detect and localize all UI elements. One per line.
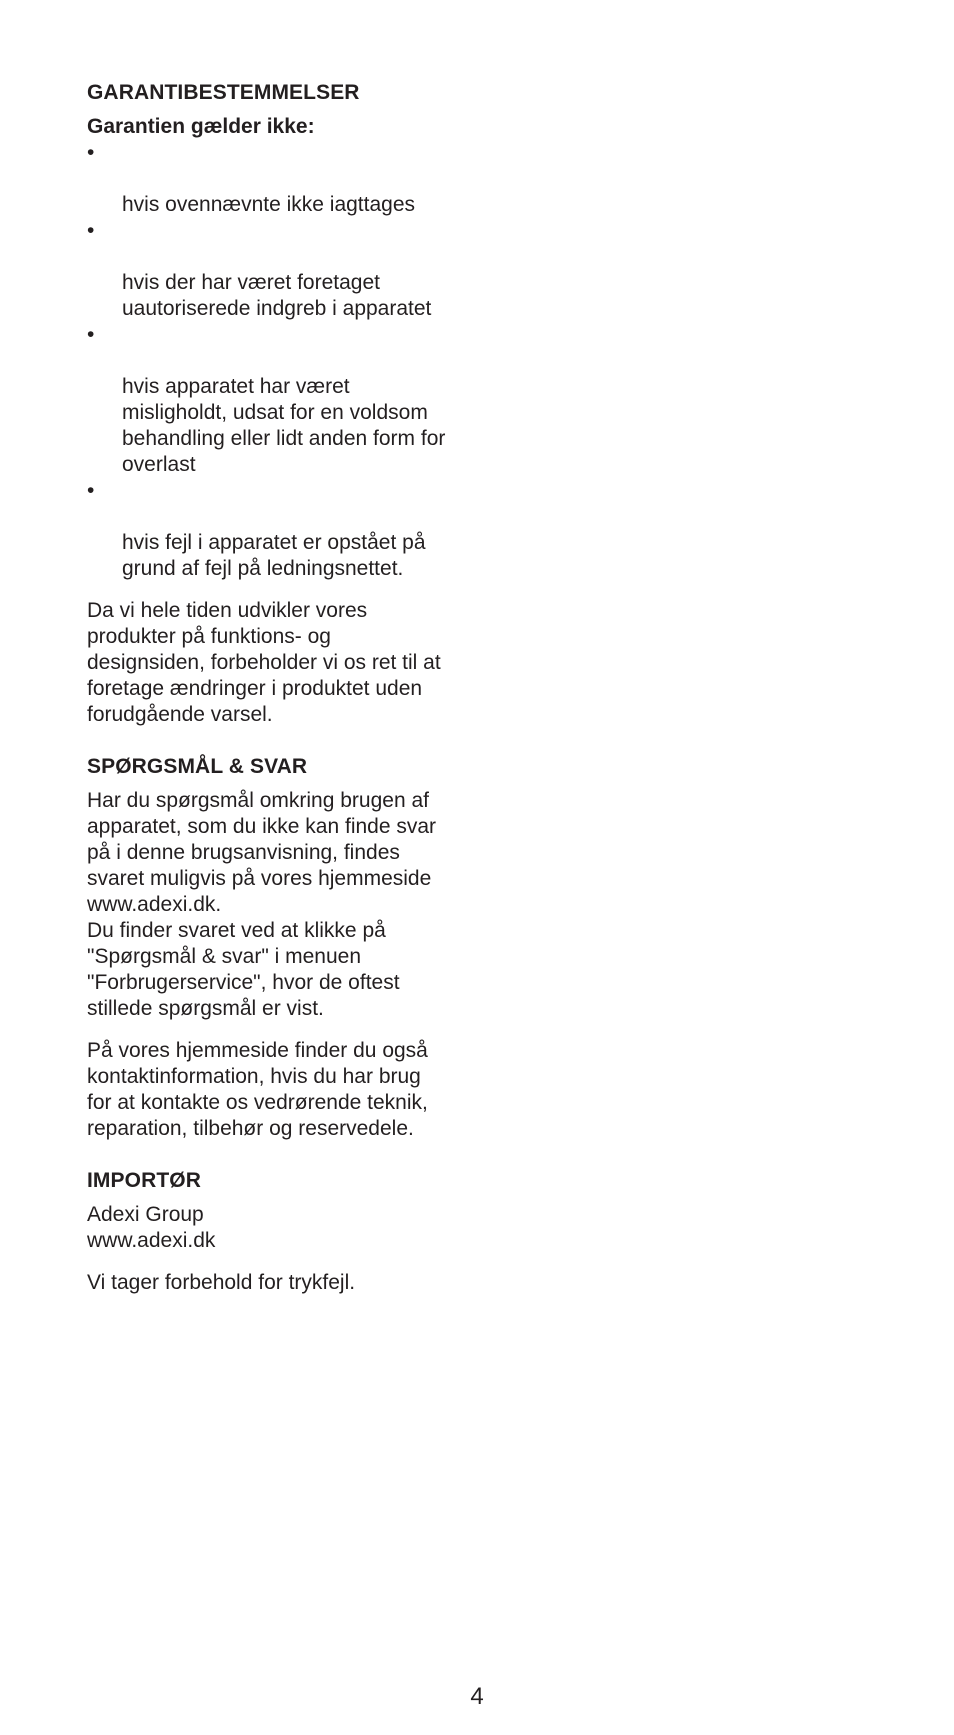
list-item-text: hvis apparatet har været misligholdt, udsat for en voldsom behandling eller lidt anden form for overlast: [122, 375, 446, 476]
bullet-icon: •: [87, 219, 95, 242]
print-disclaimer: Vi tager forbehold for trykfejl.: [87, 1271, 356, 1294]
faq-heading: SPØRGSMÅL & SVAR: [87, 755, 308, 778]
warranty-paragraph: Da vi hele tiden udvikler vores produkter på funktions- og designsiden, forbeholder vi os ret til at foretage ændringer i produktet uden forudgående varsel.: [87, 599, 441, 726]
list-item: [87, 478, 487, 582]
bullet-icon: •: [87, 479, 95, 502]
faq-paragraph-1: Har du spørgsmål omkring brugen af apparatet, som du ikke kan finde svar på i denne brugsanvisning, findes svaret muligvis på vores hjemmeside www.adexi.dk. Du finder svaret ved at klikke på "Spørgsmål & svar" i menuen "Forbrugerservice", hvor de oftest stillede spørgsmål er vist.: [87, 789, 437, 1020]
list-item: [87, 140, 487, 218]
importer-name: Adexi Group: [87, 1203, 204, 1226]
list-item-text: hvis der har været foretaget uautoriserede indgreb i apparatet: [122, 271, 432, 320]
importer-heading: IMPORTØR: [87, 1169, 201, 1192]
warranty-exclusions-list: [87, 140, 487, 582]
document-column: [87, 80, 487, 1296]
bullet-icon: •: [87, 141, 95, 164]
importer-website: www.adexi.dk: [87, 1229, 216, 1252]
warranty-subheading: Garantien gælder ikke:: [87, 115, 315, 138]
list-item-text: hvis ovennævnte ikke iagttages: [122, 193, 416, 216]
warranty-heading: GARANTIBESTEMMELSER: [87, 81, 360, 104]
page-number: 4: [470, 1683, 484, 1710]
list-item: [87, 218, 487, 322]
faq-paragraph-2: På vores hjemmeside finder du også kontaktinformation, hvis du har brug for at kontakte os vedrørende teknik, reparation, tilbehør og reservedele.: [87, 1039, 428, 1140]
list-item: [87, 322, 487, 478]
list-item-text: hvis fejl i apparatet er opstået på grund af fejl på ledningsnettet.: [122, 531, 426, 580]
bullet-icon: •: [87, 323, 95, 346]
